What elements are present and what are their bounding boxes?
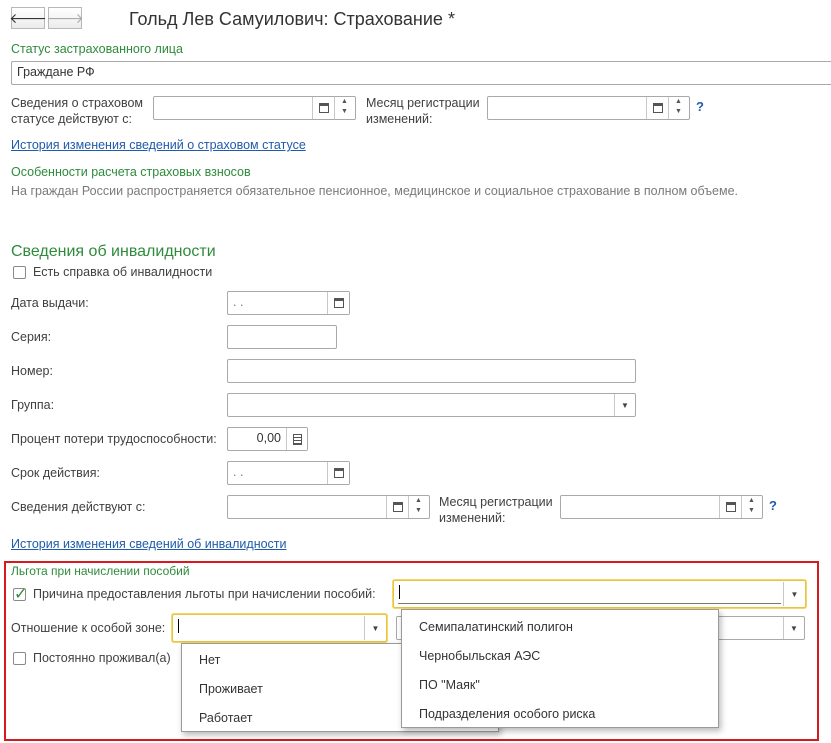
- validity-input[interactable]: . .: [227, 461, 350, 485]
- text-caret: [399, 585, 400, 599]
- group-label: Группа:: [11, 398, 55, 412]
- disability-reg-month-label-2: изменений:: [439, 511, 506, 525]
- reason-option-chernobyl[interactable]: Чернобыльская АЭС: [419, 649, 541, 663]
- disability-reg-month-label-1: Месяц регистрации: [439, 495, 553, 509]
- status-history-link[interactable]: История изменения сведений о страховом статусе: [11, 138, 306, 152]
- chevron-down-icon[interactable]: ▼: [364, 616, 386, 640]
- disability-history-link[interactable]: История изменения сведений об инвалидности: [11, 537, 287, 551]
- calendar-button[interactable]: [312, 97, 334, 119]
- spin-button[interactable]: ▲ ▼: [741, 496, 761, 518]
- text-caret: [178, 619, 179, 633]
- spin-button[interactable]: ▲ ▼: [668, 97, 688, 119]
- reason-options-popup: [401, 609, 719, 728]
- benefit-reason-checkbox[interactable]: [13, 588, 26, 601]
- group-select[interactable]: [227, 393, 636, 417]
- back-button[interactable]: [11, 7, 45, 29]
- validity-label: Срок действия:: [11, 466, 100, 480]
- series-input[interactable]: [227, 325, 337, 349]
- series-label: Серия:: [11, 330, 52, 344]
- status-reg-month-label-1: Месяц регистрации: [366, 96, 480, 110]
- contributions-section-label: Особенности расчета страховых взносов: [11, 165, 251, 179]
- number-input[interactable]: [227, 359, 636, 383]
- zone-option-none[interactable]: Нет: [199, 653, 221, 667]
- calendar-button[interactable]: [386, 496, 408, 518]
- calendar-icon: [393, 502, 403, 512]
- insured-status-field[interactable]: Граждане РФ: [11, 61, 831, 85]
- contributions-description: На граждан России распространяется обязательное пенсионное, медицинское и социальное страхование в полном объеме.: [11, 184, 739, 198]
- has-certificate-checkbox[interactable]: [13, 266, 26, 279]
- calculator-button[interactable]: [286, 428, 307, 450]
- chevron-down-icon[interactable]: ▼: [614, 394, 635, 416]
- issue-date-input[interactable]: . .: [227, 291, 350, 315]
- spin-button[interactable]: ▲ ▼: [408, 496, 428, 518]
- reason-option-semipalatinsk[interactable]: Семипалатинский полигон: [419, 620, 573, 634]
- disability-section-title: Сведения об инвалидности: [11, 243, 216, 260]
- calendar-icon: [726, 502, 736, 512]
- issue-date-label: Дата выдачи:: [11, 296, 89, 310]
- forward-button[interactable]: [48, 7, 82, 29]
- resided-checkbox[interactable]: [13, 652, 26, 665]
- calendar-icon: [334, 298, 344, 308]
- reason-option-special-risk[interactable]: Подразделения особого риска: [419, 707, 596, 721]
- chevron-down-icon[interactable]: ▼: [783, 617, 804, 639]
- arrow-left-icon: 🡐: [9, 9, 47, 26]
- help-icon[interactable]: ?: [769, 498, 777, 513]
- number-label: Номер:: [11, 364, 53, 378]
- calendar-button[interactable]: [719, 496, 741, 518]
- calculator-icon: [293, 434, 302, 445]
- benefit-reason-label: Причина предоставления льготы при начислении пособий:: [33, 587, 376, 601]
- help-icon[interactable]: ?: [696, 99, 704, 114]
- status-section-label: Статус застрахованного лица: [11, 42, 183, 56]
- has-certificate-label: Есть справка об инвалидности: [33, 265, 213, 279]
- loss-percent-label: Процент потери трудоспособности:: [11, 432, 217, 446]
- status-reg-month-label-2: изменений:: [366, 112, 433, 126]
- benefit-section-label: Льгота при начислении пособий: [11, 564, 190, 578]
- calendar-icon: [653, 103, 663, 113]
- zone-option-resides[interactable]: Проживает: [199, 682, 263, 696]
- zone-select[interactable]: [172, 614, 387, 642]
- loss-percent-input[interactable]: 0,00: [227, 427, 308, 451]
- calendar-button[interactable]: [646, 97, 668, 119]
- resided-label: Постоянно проживал(а): [33, 651, 171, 665]
- spin-button[interactable]: ▲ ▼: [334, 97, 354, 119]
- status-valid-from-label-2: статусе действуют с:: [11, 112, 133, 126]
- page-title: Гольд Лев Самуилович: Страхование *: [129, 9, 455, 29]
- arrow-right-icon: 🡒: [46, 9, 84, 26]
- disability-valid-from-label: Сведения действуют с:: [11, 500, 146, 514]
- calendar-button[interactable]: [327, 292, 349, 314]
- input-underline: [398, 603, 781, 604]
- calendar-button[interactable]: [327, 462, 349, 484]
- calendar-icon: [334, 468, 344, 478]
- chevron-down-icon[interactable]: ▼: [783, 582, 805, 606]
- zone-option-works[interactable]: Работает: [199, 711, 253, 725]
- calendar-icon: [319, 103, 329, 113]
- reason-option-mayak[interactable]: ПО "Маяк": [419, 678, 480, 692]
- zone-label: Отношение к особой зоне:: [11, 621, 166, 635]
- status-valid-from-label-1: Сведения о страховом: [11, 96, 143, 110]
